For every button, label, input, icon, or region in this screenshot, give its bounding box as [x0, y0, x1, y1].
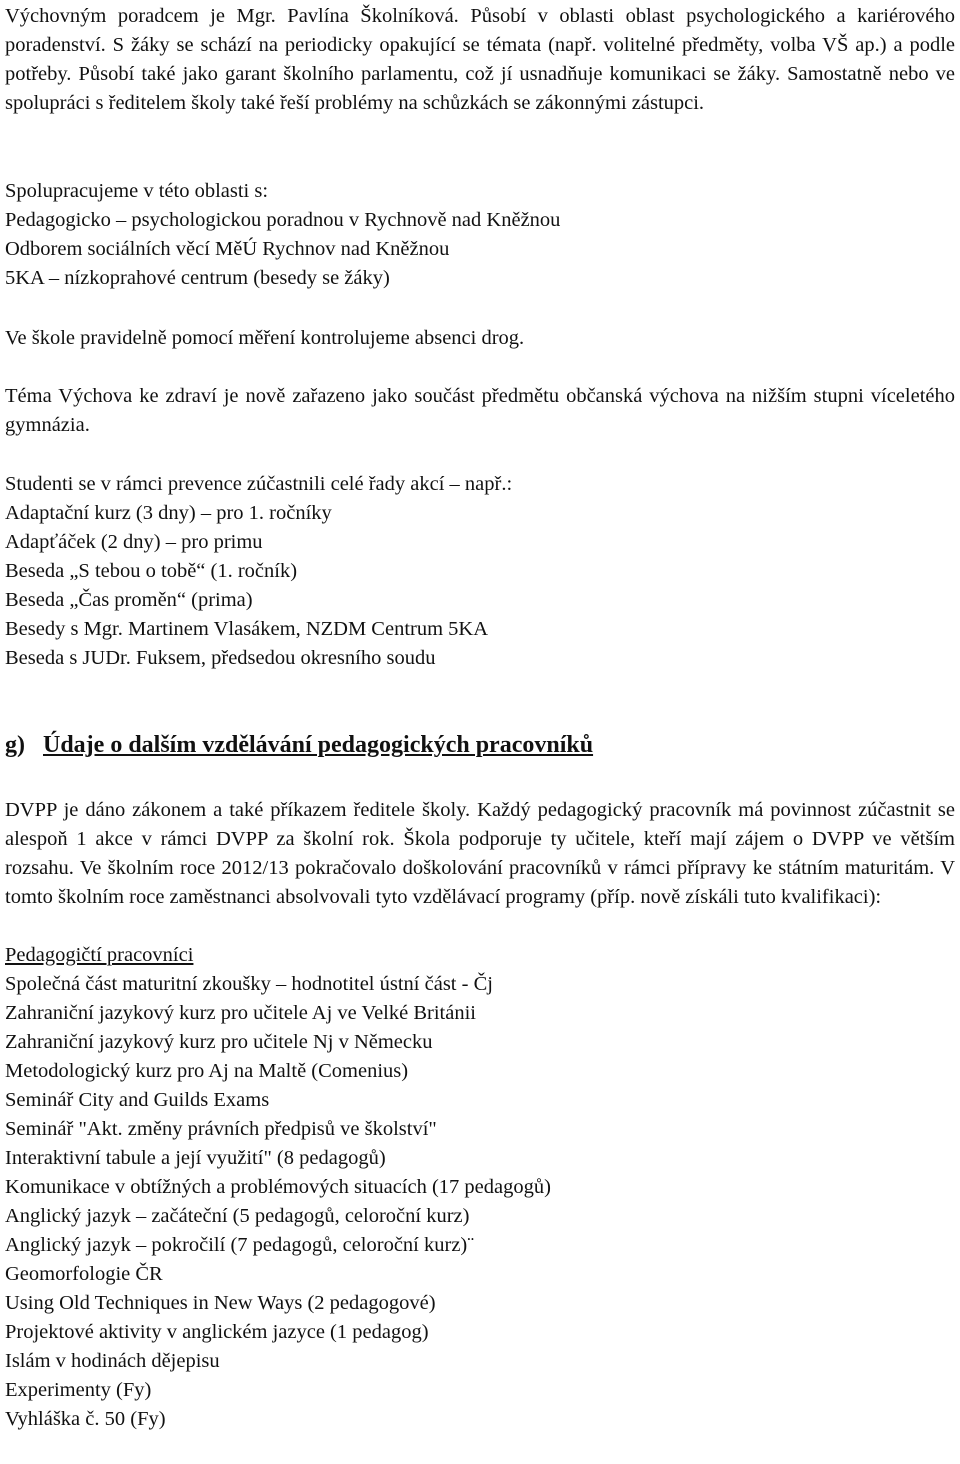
section-marker: g) [5, 732, 25, 758]
drugs-paragraph: Ve škole pravidelně pomocí měření kontrolujeme absenci drog. [5, 327, 525, 349]
staff-heading: Pedagogičtí pracovníci [5, 944, 194, 966]
prevention-item: Adaptační kurz (3 dny) – pro 1. ročníky [5, 502, 332, 524]
course-item: Geomorfologie ČR [5, 1263, 163, 1285]
prevention-section [5, 470, 955, 673]
health-paragraph: Téma Výchova ke zdraví je nově zařazeno jako součást předmětu občanská výchova na nižším stupni víceletého gymnázia. [5, 385, 955, 436]
dvpp-paragraph: DVPP je dáno zákonem a také příkazem ředitele školy. Každý pedagogický pracovník má povinnost zúčastnit se alespoň 1 akce v rámci DVPP za školní rok. Škola podporuje ty učitele, kteří mají zájem o DVPP ve větším rozsahu. Ve školním roce 2012/13 pokračovalo doškolování pracovníků v rámci přípravy ke státním maturitám. V tomto školním roce zaměstnanci absolvovali tyto vzdělávací programy (příp. nově získáli tuto kvalifikaci): [5, 799, 955, 908]
course-item: Anglický jazyk – pokročilí (7 pedagogů, celoroční kurz)¨ [5, 1234, 475, 1256]
course-item: Komunikace v obtížných a problémových situacích (17 pedagogů) [5, 1176, 551, 1198]
drugs-section [5, 324, 955, 353]
course-item: Projektové aktivity v anglickém jazyce (1 pedagog) [5, 1321, 429, 1343]
prevention-heading: Studenti se v rámci prevence zúčastnili celé řady akcí – např.: [5, 473, 513, 495]
prevention-item: Beseda „Čas proměn“ (prima) [5, 589, 253, 611]
course-item: Using Old Techniques in New Ways (2 pedagogové) [5, 1292, 436, 1314]
course-item: Společná část maturitní zkoušky – hodnotitel ústní část - Čj [5, 973, 493, 995]
cooperation-item: 5KA – nízkoprahové centrum (besedy se žáky) [5, 267, 390, 289]
prevention-item: Beseda „S tebou o tobě“ (1. ročník) [5, 560, 298, 582]
health-section [5, 382, 955, 440]
cooperation-section [5, 177, 955, 293]
cooperation-heading: Spolupracujeme v této oblasti s: [5, 180, 269, 202]
prevention-item: Beseda s JUDr. Fuksem, předsedou okresního soudu [5, 647, 436, 669]
courses-section [5, 941, 955, 1434]
course-item: Islám v hodinách dějepisu [5, 1350, 220, 1372]
course-item: Metodologický kurz pro Aj na Maltě (Comenius) [5, 1060, 409, 1082]
prevention-item: Besedy s Mgr. Martinem Vlasákem, NZDM Centrum 5KA [5, 618, 489, 640]
course-item: Zahraniční jazykový kurz pro učitele Aj ve Velké Británii [5, 1002, 476, 1024]
course-item: Anglický jazyk – začáteční (5 pedagogů, celoroční kurz) [5, 1205, 470, 1227]
course-item: Zahraniční jazykový kurz pro učitele Nj v Německu [5, 1031, 433, 1053]
section-title: Údaje o dalším vzdělávání pedagogických pracovníků [43, 732, 594, 758]
cooperation-item: Odborem sociálních věcí MěÚ Rychnov nad Kněžnou [5, 238, 450, 260]
course-item: Experimenty (Fy) [5, 1379, 152, 1401]
section-g-heading [5, 730, 955, 760]
course-item: Vyhláška č. 50 (Fy) [5, 1408, 166, 1430]
cooperation-item: Pedagogicko – psychologickou poradnou v Rychnově nad Kněžnou [5, 209, 561, 231]
course-item: Seminář "Akt. změny právních předpisů ve školství" [5, 1118, 437, 1140]
course-item: Seminář City and Guilds Exams [5, 1089, 270, 1111]
section-g-body [5, 796, 955, 912]
intro-paragraph: Výchovným poradcem je Mgr. Pavlína Školníková. Působí v oblasti oblast psychologického a kariérového poradenství. S žáky se schází na periodicky opakující se témata (např. volitelné předměty, volba VŠ ap.) a podle potřeby. Působí také jako garant školního parlamentu, což jí usnadňuje komunikaci se žáky. Samostatně nebo ve spolupráci s ředitelem školy také řeší problémy na schůzkách se zákonnými zástupci. [5, 5, 955, 114]
course-item: Interaktivní tabule a její využití" (8 pedagogů) [5, 1147, 386, 1169]
prevention-item: Adapťáček (2 dny) – pro primu [5, 531, 263, 553]
intro-section [5, 2, 955, 118]
